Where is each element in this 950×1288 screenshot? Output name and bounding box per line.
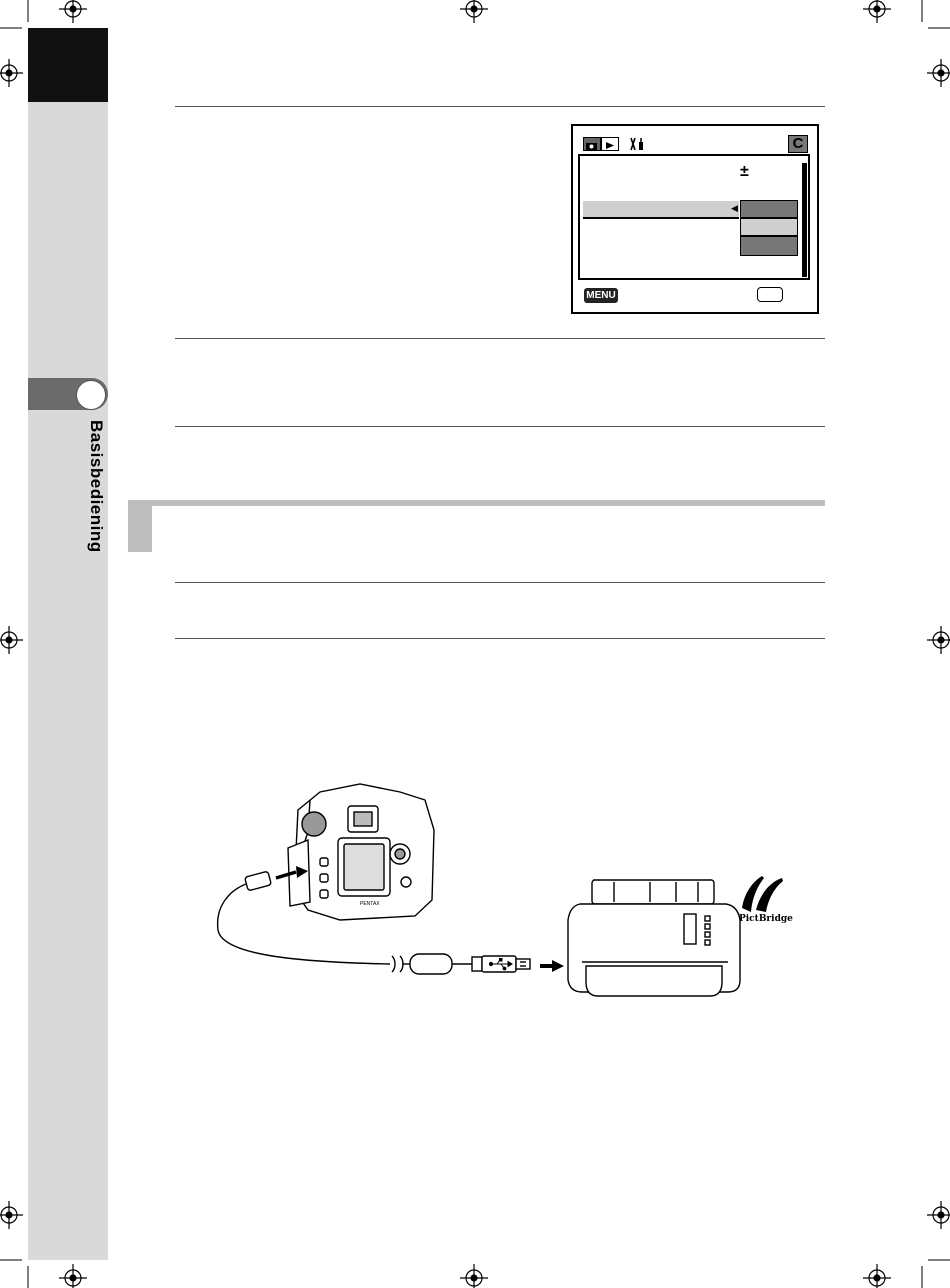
popup-option-2: [740, 218, 798, 236]
divider-3: [175, 426, 825, 427]
divider-1: [175, 106, 825, 107]
triangle-left-icon: ◀: [731, 203, 738, 213]
section-header-bar: [128, 500, 825, 506]
divider-4: [175, 582, 825, 583]
menu-button-label: MENU: [584, 288, 618, 303]
svg-text:PENTAX: PENTAX: [360, 901, 380, 907]
popup-option-3: [740, 236, 798, 256]
printer-illustration: [568, 880, 740, 996]
chapter-number-circle: [76, 380, 106, 410]
ok-button-frame: [757, 287, 783, 302]
selected-menu-row: [583, 201, 739, 217]
camera-illustration: [288, 784, 434, 920]
camera-printer-connection-illustration: [210, 770, 810, 1000]
usb-plug: [472, 956, 530, 972]
setup-icon: [629, 137, 647, 151]
section-header-block: [128, 506, 152, 552]
playback-icon: [601, 137, 619, 151]
popup-option-1: [740, 200, 798, 218]
sidebar-top-block: [28, 28, 108, 102]
chapter-sidebar: [28, 28, 108, 1260]
chapter-title: Basisbediening: [87, 420, 106, 553]
plus-minus-symbol: ±: [740, 163, 749, 180]
lcd-scrollbar: [802, 163, 807, 277]
pictbridge-logo-text: PictBridge: [739, 914, 793, 924]
selected-row-underline: [583, 217, 739, 219]
pictbridge-logo: [742, 876, 783, 912]
divider-2: [175, 338, 825, 339]
custom-menu-tab: C: [788, 135, 808, 153]
divider-5: [175, 638, 825, 639]
camera-icon: [583, 137, 601, 151]
